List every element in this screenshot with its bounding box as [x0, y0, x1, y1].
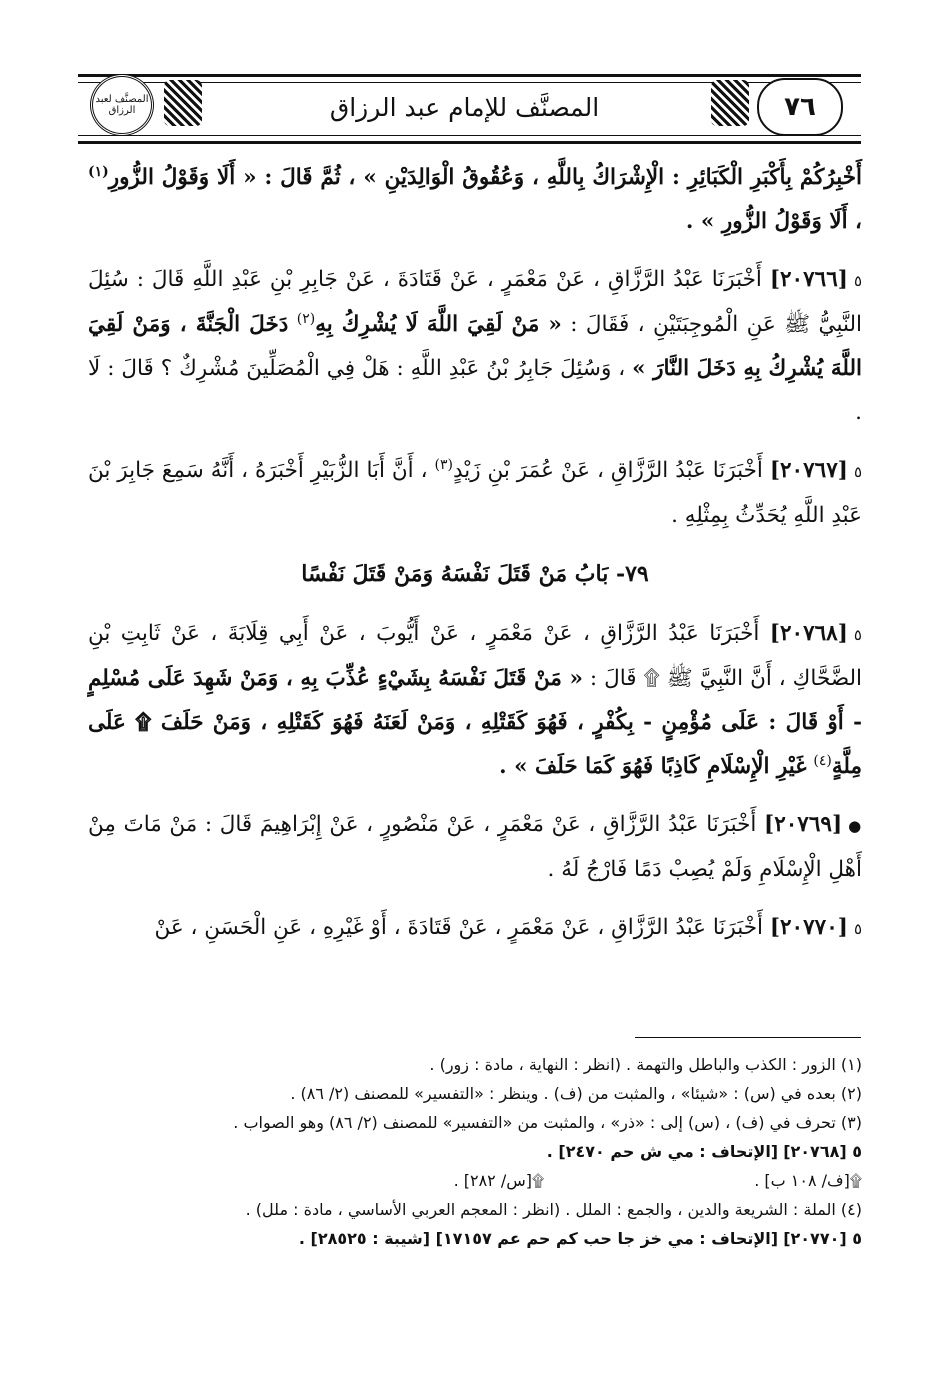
hadith-20767 [88, 449, 862, 538]
hadith-speech: « مَنْ قَتَلَ نَفْسَهُ بِشَيْءٍ عُذِّبَ بِهِ ، وَمَنْ شَهِدَ عَلَى مُسْلِمٍ - أَوْ قَالَ : عَلَى مُؤْمِنٍ - بِكُفْرٍ ، فَهُوَ كَقَتْلِهِ ، وَمَنْ لَعَنَهُ فَهُوَ كَقَتْلِهِ ، وَمَنْ حَلَفَ ۩ عَلَى مِلَّةٍ [88, 666, 862, 779]
hadith-tail: ، أَنَّ أَبَا الزُّبَيْرِ أَخْبَرَهُ ، أَنَّهُ سَمِعَ جَابِرَ بْنَ عَبْدِ اللَّهِ يُحَدِّثُ بِمِثْلِهِ . [88, 458, 862, 528]
hadith-chain: أَخْبَرَنَا عَبْدُ الرَّزَّاقِ ، عَنْ مَعْمَرٍ ، عَنْ قَتَادَةَ ، عَنْ جَابِرِ بْنِ عَبْدِ اللَّهِ قَالَ : سُئِلَ النَّبِيُّ ﷺ عَنِ الْمُوجِبَتَيْنِ ، فَقَالَ : [88, 267, 862, 337]
hadith-marker: ٥ [853, 463, 862, 481]
footnote-ithaf-text: [الإتحاف : مي خز جا حب كم حم عم ١٧١٥٧] [شيبة : ٢٨٥٢٥] . [298, 1229, 779, 1248]
continued-text: أَخْبِرُكُمْ بِأَكْبَرِ الْكَبَائِرِ : الْإِشْرَاكُ بِاللَّهِ ، وَعُقُوقُ الْوَالِدَيْنِ » ، ثُمَّ قَالَ : « أَلَا وَقَوْلُ الزُّورِ [108, 165, 862, 190]
manuscript-ref-f: ۩[ف/ ١٠٨ ب] . [754, 1171, 862, 1190]
hadith-chain: أَخْبَرَنَا عَبْدُ الرَّزَّاقِ ، عَنْ مَعْمَرٍ ، عَنْ أَيُّوبَ ، عَنْ أَبِي قِلَابَةَ ، عَنْ ثَابِتِ بْنِ الضَّحَّاكِ ، أَنَّ النَّبِيَّ ﷺ ۩ قَالَ : [88, 621, 862, 691]
footnote-divider [635, 1037, 861, 1038]
hadith-marker: ● [848, 817, 862, 835]
book-seal-logo [90, 74, 154, 136]
page-number-box [757, 78, 843, 136]
hadith-20766 [88, 258, 862, 435]
footnote-2: (٢) بعده في (س) : «شيئا» ، والمثبت من (ف) . وينظر : «التفسير» للمصنف (٢/ ٨٦) . [290, 1084, 862, 1103]
hadith-20768 [88, 612, 862, 789]
footnote-hadith-number: ٥ [٢٠٧٧٠] [783, 1229, 862, 1248]
footnotes [150, 1050, 862, 1253]
hadith-text: أَخْبَرَنَا عَبْدُ الرَّزَّاقِ ، عَنْ مَعْمَرٍ ، عَنْ قَتَادَةَ ، أَوْ غَيْرِهِ ، عَنِ الْحَسَنِ ، عَنْ [154, 915, 763, 940]
seal-text: المصنَّف لعبد الرزاق [95, 94, 149, 116]
footnote-ithaf-20768 [150, 1137, 862, 1166]
main-text [88, 156, 862, 965]
footnote-1: (١) الزور : الكذب والباطل والتهمة . (انظر : النهاية ، مادة : زور) . [429, 1055, 862, 1074]
footnote-4: (٤) الملة : الشريعة والدين ، والجمع : الملل . (انظر : المعجم العربي الأساسي ، مادة : ملل) . [245, 1200, 862, 1219]
footnote-ref-2: (٢) [296, 310, 316, 327]
hadith-text: أَخْبَرَنَا عَبْدُ الرَّزَّاقِ ، عَنْ مَعْمَرٍ ، عَنْ مَنْصُورٍ ، عَنْ إِبْرَاهِيمَ قَالَ : مَنْ مَاتَ مِنْ أَهْلِ الْإِسْلَامِ وَلَمْ يُصِبْ دَمًا فَارْجُ لَهُ . [88, 812, 862, 882]
hadith-marker: ٥ [853, 920, 862, 938]
footnote-hadith-number: ٥ [٢٠٧٦٨] [783, 1142, 862, 1161]
hadith-20770 [88, 906, 862, 951]
hadith-speech-cont: غَيْرِ الْإِسْلَامِ كَاذِبًا فَهُوَ كَمَا حَلَفَ » . [499, 754, 807, 779]
footnote-manuscript-refs [150, 1166, 862, 1195]
page-number: ٧٦ [784, 92, 816, 122]
hadith-number: [٢٠٧٧٠] [769, 915, 848, 940]
running-title: المصنَّف للإمام عبد الرزاق [329, 93, 600, 122]
hadith-marker: ٥ [853, 626, 862, 644]
hadith-marker: ٥ [853, 272, 862, 290]
continued-hadith [88, 156, 862, 244]
chapter-heading: ٧٩- بَابُ مَنْ قَتَلَ نَفْسَهُ وَمَنْ قَتَلَ نَفْسًا [301, 561, 649, 587]
footnote-ref-1: (١) [88, 163, 109, 180]
hadith-number: [٢٠٧٦٩] [764, 812, 843, 837]
hadith-chain: أَخْبَرَنَا عَبْدُ الرَّزَّاقِ ، عَنْ عُمَرَ بْنِ زَيْدٍ [452, 458, 763, 483]
hadith-tail: ، وَسُئِلَ جَابِرُ بْنُ عَبْدِ اللَّهِ : هَلْ فِي الْمُصَلِّينَ مُشْرِكٌ ؟ قَالَ : لَا . [88, 356, 862, 425]
manuscript-ref-s: ۩[س/ ٢٨٢] . [453, 1171, 545, 1190]
page-header [78, 74, 861, 144]
hadith-speech: « مَنْ لَقِيَ اللَّهَ لَا يُشْرِكُ بِهِ [315, 312, 562, 337]
continued-text-end: ، أَلَا وَقَوْلُ الزُّورِ » . [685, 209, 862, 234]
hadith-20769 [88, 803, 862, 892]
footnote-ref-4: (٤) [813, 752, 832, 769]
footnote-3: (٣) تحرف في (ف) ، (س) إلى : «ذر» ، والمثبت من «التفسير» للمصنف (٢/ ٨٦) وهو الصواب . [233, 1113, 862, 1132]
ornament-left-icon [164, 80, 202, 126]
hadith-number: [٢٠٧٦٨] [769, 621, 848, 646]
hadith-number: [٢٠٧٦٧] [769, 458, 848, 483]
hadith-number: [٢٠٧٦٦] [769, 267, 848, 292]
footnote-ithaf-text: [الإتحاف : مي ش حم ٢٤٧٠] . [546, 1142, 779, 1161]
footnote-ref-3: (٣) [434, 456, 453, 473]
footnote-ithaf-20770 [150, 1224, 862, 1253]
hadith-speech-cont: دَخَلَ الْجَنَّةَ ، وَمَنْ لَقِيَ اللَّهَ يُشْرِكُ بِهِ دَخَلَ النَّارَ » [88, 312, 862, 381]
ornament-right-icon [711, 80, 749, 126]
